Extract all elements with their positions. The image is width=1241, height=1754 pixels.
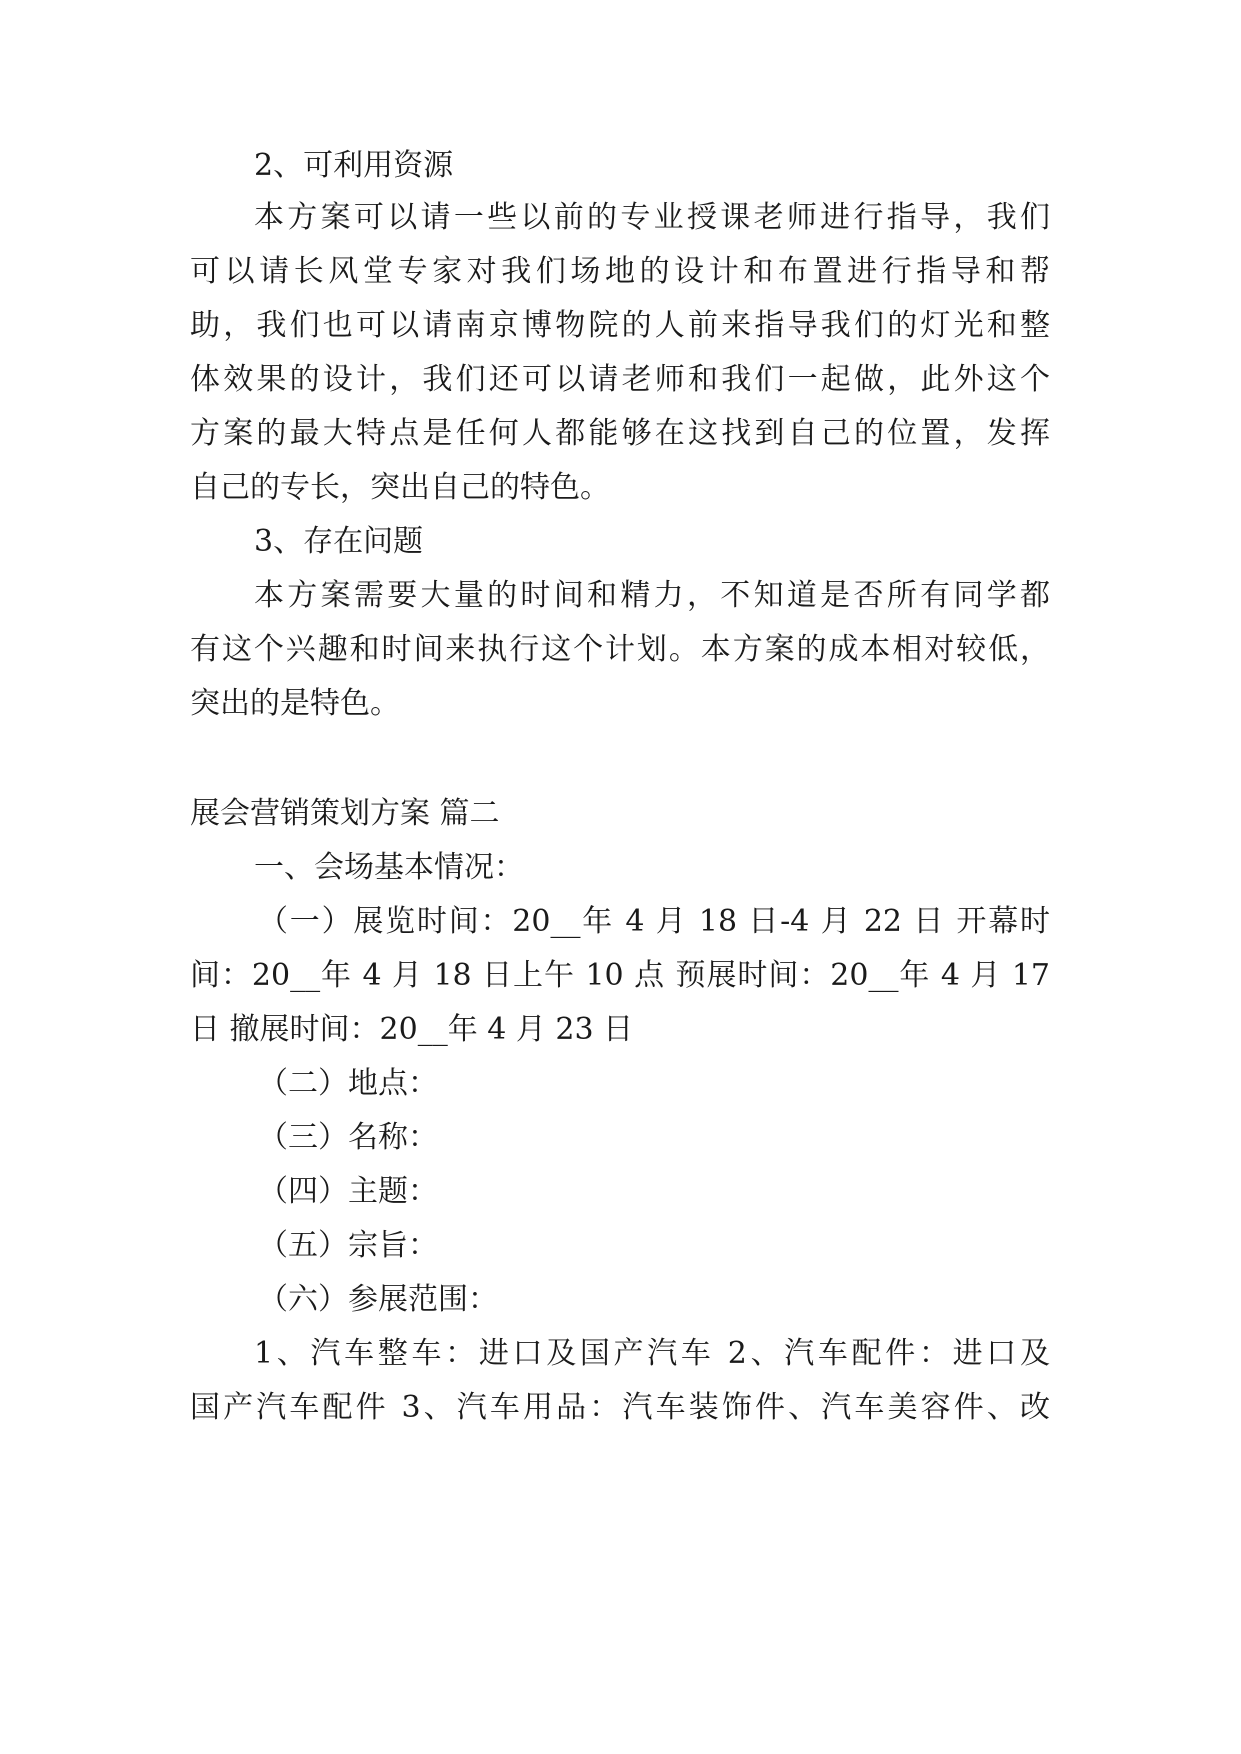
item-theme: （四）主题：	[258, 1174, 438, 1209]
paragraph-line: 突出的是特色。	[190, 686, 400, 721]
paragraph-line: 本方案可以请一些以前的专业授课老师进行指导，我们	[254, 200, 1050, 235]
time-line: 间：20__年 4 月 18 日上午 10 点 预展时间：20__年 4 月 17	[190, 958, 1050, 993]
section-heading-resources: 2、可利用资源	[254, 148, 454, 183]
paragraph-line: 自己的专长，突出自己的特色。	[190, 470, 610, 505]
item-location: （二）地点：	[258, 1066, 438, 1101]
paragraph-line: 可以请长风堂专家对我们场地的设计和布置进行指导和帮	[190, 254, 1050, 289]
paragraph-line: 体效果的设计，我们还可以请老师和我们一起做，此外这个	[190, 362, 1050, 397]
paragraph-line: 本方案需要大量的时间和精力，不知道是否所有同学都	[254, 578, 1050, 613]
basic-info-heading: 一、会场基本情况：	[254, 850, 524, 885]
time-line: （一）展览时间：20__年 4 月 18 日-4 月 22 日 开幕时	[258, 904, 1050, 939]
paragraph-line: 有这个兴趣和时间来执行这个计划。本方案的成本相对较低，	[190, 632, 1050, 667]
scope-line: 1、汽车整车：进口及国产汽车 2、汽车配件：进口及	[254, 1336, 1050, 1371]
paragraph-line: 助，我们也可以请南京博物院的人前来指导我们的灯光和整	[190, 308, 1050, 343]
item-purpose: （五）宗旨：	[258, 1228, 438, 1263]
paragraph-line: 方案的最大特点是任何人都能够在这找到自己的位置，发挥	[190, 416, 1050, 451]
time-line: 日 撤展时间：20__年 4 月 23 日	[190, 1012, 634, 1047]
section-heading-problems: 3、存在问题	[254, 524, 424, 559]
item-scope: （六）参展范围：	[258, 1282, 498, 1317]
scope-line: 国产汽车配件 3、汽车用品：汽车装饰件、汽车美容件、改	[190, 1390, 1050, 1425]
part-title: 展会营销策划方案 篇二	[190, 796, 500, 831]
item-name: （三）名称：	[258, 1120, 438, 1155]
